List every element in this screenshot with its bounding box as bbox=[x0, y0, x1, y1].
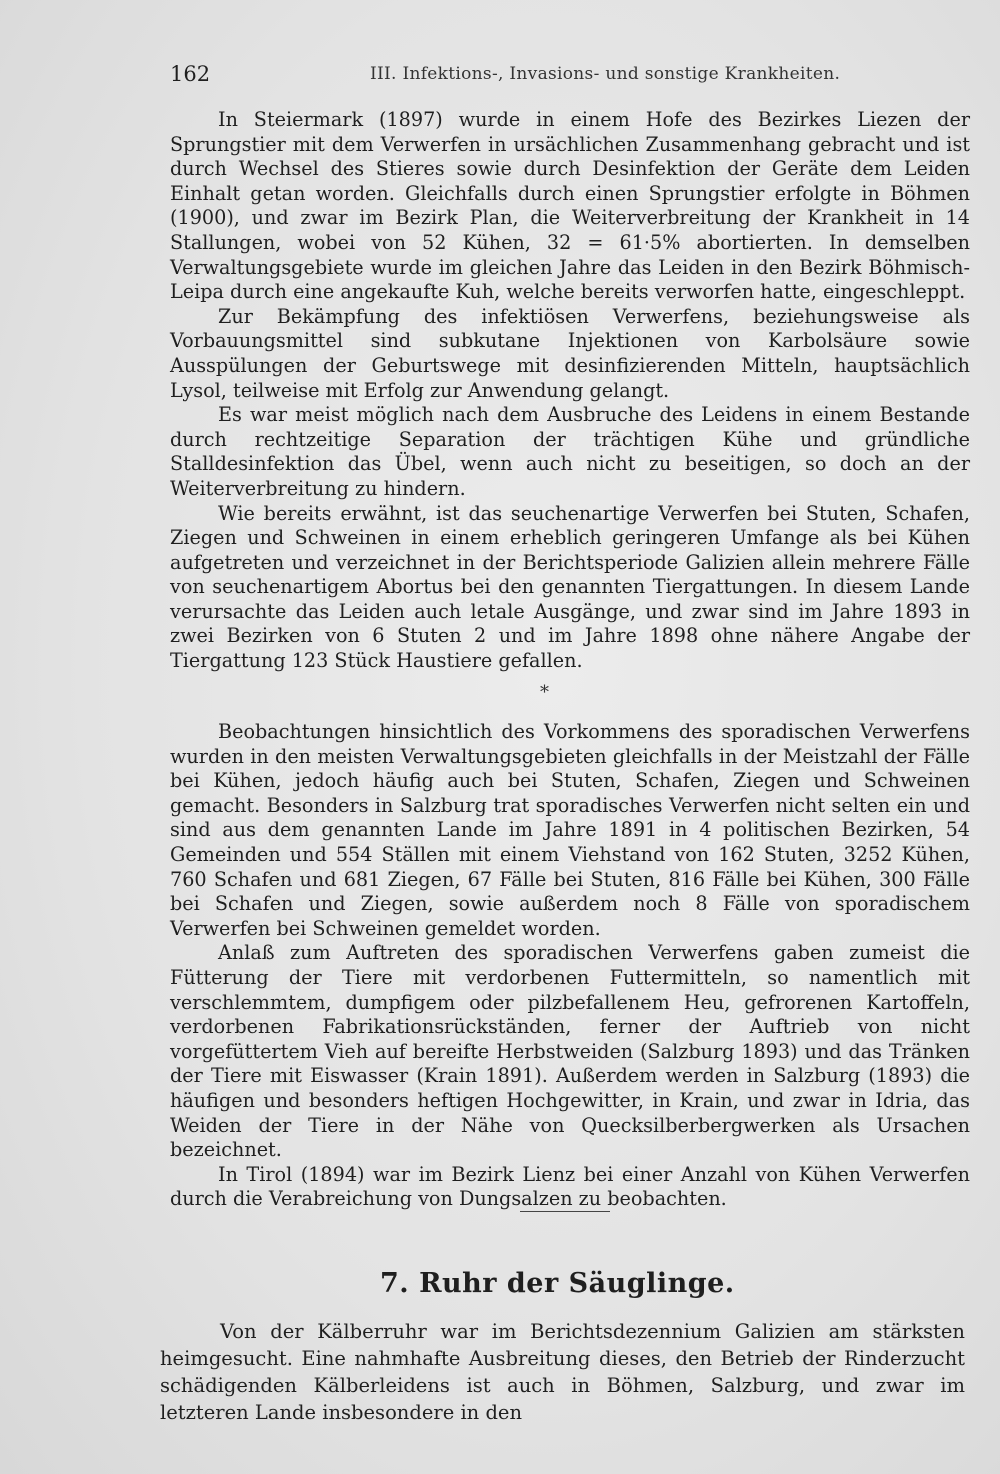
section-separator-asterisk: * bbox=[540, 682, 549, 703]
paragraph: Wie bereits erwähnt, ist das seuchenartige Verwerfen bei Stuten, Schafen, Ziegen und Schweinen in einem erheblich geringeren Umfange als bei Kühen aufgetreten und verzeichnet in der Berichtsperiode Galizien allein mehrere Fälle von seuchenartigem Abortus bei den genannten Tiergattungen. In diesem Lande verursachte das Leiden auch letale Ausgänge, und zwar sind im Jahre 1893 in zwei Bezirken von 6 Stuten 2 und im Jahre 1898 ohne nähere Angabe der Tiergattung 123 Stück Haustiere gefallen. bbox=[170, 501, 970, 673]
running-head: III. Infektions-, Invasions- und sonstige Krankheiten. bbox=[370, 64, 841, 84]
section-sporadic-abortion bbox=[170, 720, 970, 1212]
paragraph: In Tirol (1894) war im Bezirk Lienz bei einer Anzahl von Kühen Verwerfen durch die Verabreichung von Dungsalzen zu beobachten. bbox=[170, 1162, 970, 1211]
section-heading: 7. Ruhr der Säuglinge. bbox=[380, 1268, 735, 1299]
page-header bbox=[170, 62, 970, 92]
divider-rule bbox=[520, 1211, 610, 1212]
paragraph: In Steiermark (1897) wurde in einem Hofe des Bezirkes Liezen der Sprungstier mit dem Verwerfen in ursächlichen Zusammenhang gebracht und ist durch Wechsel des Stieres sowie durch Desinfektion der Geräte dem Leiden Einhalt getan worden. Gleichfalls durch einen Sprungstier erfolgte in Böhmen (1900), und zwar im Bezirk Plan, die Weiterverbreitung der Krankheit in 14 Stallungen, wobei von 52 Kühen, 32 = 61·5% abortierten. In demselben Verwaltungsgebiete wurde im gleichen Jahre das Leiden in den Bezirk Böhmisch-Leipa durch eine angekaufte Kuh, welche bereits verworfen hatte, eingeschleppt. bbox=[170, 108, 970, 304]
paragraph: Zur Bekämpfung des infektiösen Verwerfens, beziehungsweise als Vorbauungsmittel sind subkutane Injektionen von Karbolsäure sowie Ausspülungen der Geburtswege mit desinfizierenden Mitteln, hauptsächlich Lysol, teilweise mit Erfolg zur Anwendung gelangt. bbox=[170, 304, 970, 402]
paragraph: Von der Kälberruhr war im Berichtsdezennium Galizien am stärksten heimgesucht. Eine nahmhafte Ausbreitung dieses, den Betrieb der Rinderzucht schädigenden Kälberleidens ist auch in Böhmen, Salzburg, und zwar im letzteren Lande insbesondere in den bbox=[160, 1320, 965, 1424]
paragraph: Beobachtungen hinsichtlich des Vorkommens des sporadischen Verwerfens wurden in den meisten Verwaltungsgebieten gleichfalls in der Meistzahl der Fälle bei Kühen, jedoch häufig auch bei Stuten, Schafen, Ziegen und Schweinen gemacht. Besonders in Salzburg trat sporadisches Verwerfen nicht selten ein und sind aus dem genannten Lande im Jahre 1891 in 4 politischen Bezirken, 54 Gemeinden und 554 Ställen mit einem Viehstand von 162 Stuten, 3252 Kühen, 760 Schafen und 681 Ziegen, 67 Fälle bei Stuten, 816 Fälle bei Kühen, 300 Fälle bei Schafen und Ziegen, sowie außerdem noch 8 Fälle von sporadischem Verwerfen bei Schweinen gemeldet worden. bbox=[170, 720, 970, 940]
paragraph: Es war meist möglich nach dem Ausbruche des Leidens in einem Bestande durch rechtzeitige Separation der trächtigen Kühe und gründliche Stalldesinfektion das Übel, wenn auch nicht zu beseitigen, so doch an der Weiterverbreitung zu hindern. bbox=[170, 403, 970, 500]
page-number: 162 bbox=[170, 62, 211, 86]
section-infectious-abortion bbox=[170, 108, 970, 674]
paragraph: Anlaß zum Auftreten des sporadischen Verwerfens gaben zumeist die Fütterung der Tiere mit verdorbenen Futtermitteln, so namentlich mit verschlemmtem, dumpfigem oder pilzbefallenem Heu, gefrorenen Kartoffeln, verdorbenen Fabrikationsrückständen, ferner der Auftrieb von nicht vorgefüttertem Vieh auf bereifte Herbstweiden (Salzburg 1893) und das Tränken der Tiere mit Eiswasser (Krain 1891). Außerdem werden in Salzburg (1893) die häufigen und besonders heftigen Hochgewitter, in Krain, und zwar in Idria, das Weiden der Tiere in der Nähe von Quecksilberbergwerken als Ursachen bezeichnet. bbox=[170, 941, 970, 1162]
section-calf-dysentery bbox=[160, 1318, 965, 1426]
